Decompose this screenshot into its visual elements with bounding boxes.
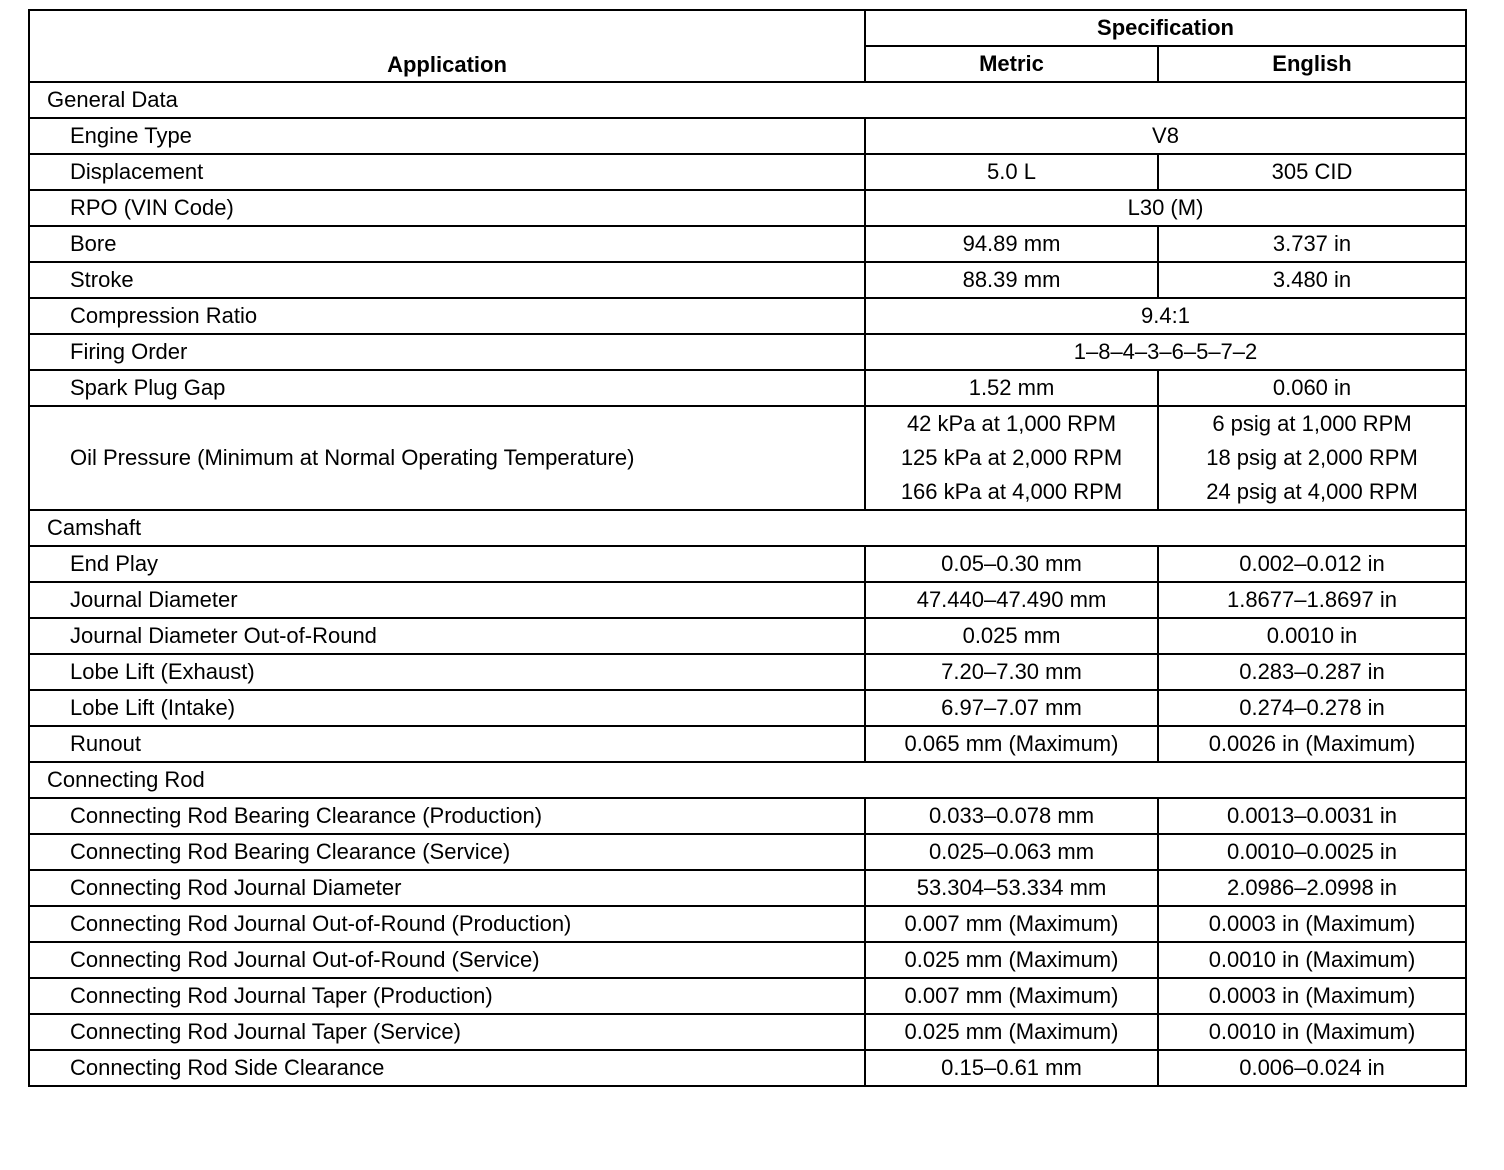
application-header xyxy=(29,10,865,82)
metric-value: 5.0 L xyxy=(865,154,1158,190)
row-label: Connecting Rod Journal Taper (Production) xyxy=(29,978,865,1014)
row-label: Connecting Rod Journal Diameter xyxy=(29,870,865,906)
table-row xyxy=(29,834,1466,870)
english-value: 0.0010 in (Maximum) xyxy=(1158,1014,1466,1050)
row-label: Journal Diameter Out-of-Round xyxy=(29,618,865,654)
section-title-camshaft: Camshaft xyxy=(29,510,1466,546)
metric-line: 166 kPa at 4,000 RPM xyxy=(900,479,1123,504)
metric-value: 53.304–53.334 mm xyxy=(865,870,1158,906)
table-row xyxy=(29,1014,1466,1050)
english-value: 0.0026 in (Maximum) xyxy=(1158,726,1466,762)
row-value: L30 (M) xyxy=(865,190,1466,226)
table-row xyxy=(29,618,1466,654)
metric-value: 88.39 mm xyxy=(865,262,1158,298)
row-value: 9.4:1 xyxy=(865,298,1466,334)
row-label: Compression Ratio xyxy=(29,298,865,334)
english-value: 0.0010 in (Maximum) xyxy=(1158,942,1466,978)
table-row xyxy=(29,546,1466,582)
row-label: End Play xyxy=(29,546,865,582)
table-row xyxy=(29,1050,1466,1086)
table-row xyxy=(29,798,1466,834)
metric-value: 0.065 mm (Maximum) xyxy=(865,726,1158,762)
specification-header: Specification xyxy=(865,10,1466,46)
english-value: 0.0003 in (Maximum) xyxy=(1158,978,1466,1014)
table-row xyxy=(29,906,1466,942)
row-label: Displacement xyxy=(29,154,865,190)
english-value: 0.002–0.012 in xyxy=(1158,546,1466,582)
table-row xyxy=(29,298,1466,334)
english-value: 0.060 in xyxy=(1158,370,1466,406)
english-value: 0.0003 in (Maximum) xyxy=(1158,906,1466,942)
english-line: 24 psig at 4,000 RPM xyxy=(1206,479,1418,504)
section-title-general: General Data xyxy=(29,82,1466,118)
metric-value: 6.97–7.07 mm xyxy=(865,690,1158,726)
metric-header: Metric xyxy=(865,46,1158,82)
english-value: 0.0013–0.0031 in xyxy=(1158,798,1466,834)
row-label: Connecting Rod Journal Taper (Service) xyxy=(29,1014,865,1050)
metric-value: 0.025 mm (Maximum) xyxy=(865,942,1158,978)
table-row xyxy=(29,154,1466,190)
row-label: Spark Plug Gap xyxy=(29,370,865,406)
metric-value: 0.05–0.30 mm xyxy=(865,546,1158,582)
table-row xyxy=(29,654,1466,690)
table-row xyxy=(29,226,1466,262)
row-label: Bore xyxy=(29,226,865,262)
table-row xyxy=(29,978,1466,1014)
metric-value: 1.52 mm xyxy=(865,370,1158,406)
row-label: Connecting Rod Side Clearance xyxy=(29,1050,865,1086)
table-row-oil-pressure xyxy=(29,406,1466,510)
metric-value: 0.025 mm xyxy=(865,618,1158,654)
table-row xyxy=(29,334,1466,370)
metric-value: 0.15–0.61 mm xyxy=(865,1050,1158,1086)
row-label: Connecting Rod Bearing Clearance (Service) xyxy=(29,834,865,870)
metric-value: 0.007 mm (Maximum) xyxy=(865,906,1158,942)
english-line: 6 psig at 1,000 RPM xyxy=(1212,411,1412,436)
header-row-top xyxy=(29,10,1466,46)
metric-value: 47.440–47.490 mm xyxy=(865,582,1158,618)
table-row xyxy=(29,726,1466,762)
english-value: 0.283–0.287 in xyxy=(1158,654,1466,690)
section-row-general xyxy=(29,82,1466,118)
row-label: Runout xyxy=(29,726,865,762)
section-row-connecting-rod xyxy=(29,762,1466,798)
row-label: Lobe Lift (Intake) xyxy=(29,690,865,726)
metric-value: 7.20–7.30 mm xyxy=(865,654,1158,690)
row-label: RPO (VIN Code) xyxy=(29,190,865,226)
row-label: Engine Type xyxy=(29,118,865,154)
english-value xyxy=(1158,406,1466,510)
row-label: Connecting Rod Journal Out-of-Round (Service) xyxy=(29,942,865,978)
row-label: Firing Order xyxy=(29,334,865,370)
row-label: Oil Pressure (Minimum at Normal Operating Temperature) xyxy=(29,406,865,510)
metric-value: 94.89 mm xyxy=(865,226,1158,262)
metric-value: 0.025 mm (Maximum) xyxy=(865,1014,1158,1050)
english-header: English xyxy=(1158,46,1466,82)
english-value: 0.006–0.024 in xyxy=(1158,1050,1466,1086)
metric-value: 0.033–0.078 mm xyxy=(865,798,1158,834)
row-label: Connecting Rod Bearing Clearance (Production) xyxy=(29,798,865,834)
metric-value: 0.007 mm (Maximum) xyxy=(865,978,1158,1014)
table-row xyxy=(29,942,1466,978)
table-row xyxy=(29,870,1466,906)
english-value: 305 CID xyxy=(1158,154,1466,190)
metric-value xyxy=(865,406,1158,510)
row-label: Stroke xyxy=(29,262,865,298)
table-row xyxy=(29,690,1466,726)
english-value: 0.274–0.278 in xyxy=(1158,690,1466,726)
metric-value: 0.025–0.063 mm xyxy=(865,834,1158,870)
metric-line: 42 kPa at 1,000 RPM xyxy=(906,411,1117,436)
english-value: 3.737 in xyxy=(1158,226,1466,262)
table-row xyxy=(29,370,1466,406)
table-row xyxy=(29,118,1466,154)
section-title-connecting-rod: Connecting Rod xyxy=(29,762,1466,798)
english-value: 0.0010 in xyxy=(1158,618,1466,654)
row-label: Connecting Rod Journal Out-of-Round (Production) xyxy=(29,906,865,942)
section-row-camshaft xyxy=(29,510,1466,546)
table-row xyxy=(29,262,1466,298)
row-value: V8 xyxy=(865,118,1466,154)
english-value: 2.0986–2.0998 in xyxy=(1158,870,1466,906)
english-line: 18 psig at 2,000 RPM xyxy=(1206,445,1418,470)
english-value: 0.0010–0.0025 in xyxy=(1158,834,1466,870)
metric-line: 125 kPa at 2,000 RPM xyxy=(900,445,1123,470)
row-value: 1–8–4–3–6–5–7–2 xyxy=(865,334,1466,370)
engine-spec-table xyxy=(28,9,1467,1087)
table-row xyxy=(29,582,1466,618)
table-row xyxy=(29,190,1466,226)
english-value: 1.8677–1.8697 in xyxy=(1158,582,1466,618)
application-header-label: Application xyxy=(387,52,507,77)
row-label: Journal Diameter xyxy=(29,582,865,618)
english-value: 3.480 in xyxy=(1158,262,1466,298)
row-label: Lobe Lift (Exhaust) xyxy=(29,654,865,690)
